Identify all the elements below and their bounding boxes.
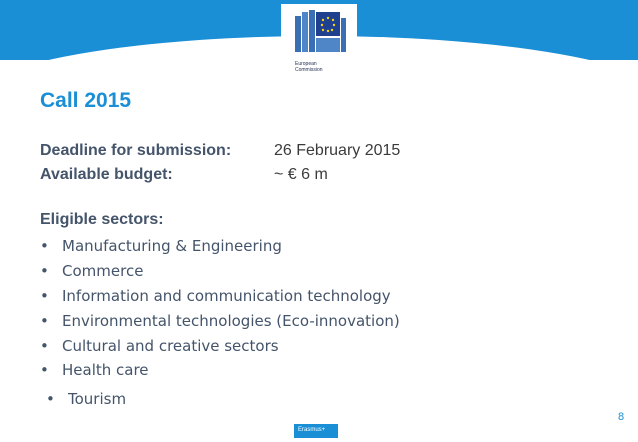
sector-label: Manufacturing & Engineering [62, 237, 282, 255]
logo-text-line2: Commission [295, 67, 323, 73]
commission-building-icon [281, 4, 357, 62]
sector-label: Information and communication technology [62, 287, 391, 305]
budget-value: ~ € 6 m [274, 166, 328, 183]
sector-label: Commerce [62, 262, 144, 280]
sector-label: Tourism [68, 390, 127, 408]
slide-title: Call 2015 [40, 89, 132, 112]
deadline-value: 26 February 2015 [274, 142, 401, 159]
page-number: 8 [618, 411, 625, 423]
sector-label: Environmental technologies (Eco-innovation) [62, 312, 400, 330]
bullet-icon: • [40, 312, 49, 330]
logo-text [295, 61, 323, 73]
bullet-icon: • [40, 361, 49, 379]
bullet-icon: • [40, 237, 49, 255]
budget-label: Available budget: [40, 166, 173, 183]
erasmus-logo-text: Erasmus+ [298, 427, 326, 433]
logo-text-line1: European [295, 61, 317, 67]
deadline-label: Deadline for submission: [40, 142, 232, 159]
bullet-icon: • [46, 390, 55, 408]
european-commission-logo [281, 4, 357, 84]
sector-label: Cultural and creative sectors [62, 337, 279, 355]
bullet-icon: • [40, 337, 49, 355]
bullet-icon: • [40, 287, 49, 305]
bullet-icon: • [40, 262, 49, 280]
sector-label: Health care [62, 361, 149, 379]
erasmus-logo [294, 424, 338, 438]
sectors-heading: Eligible sectors: [40, 211, 164, 228]
